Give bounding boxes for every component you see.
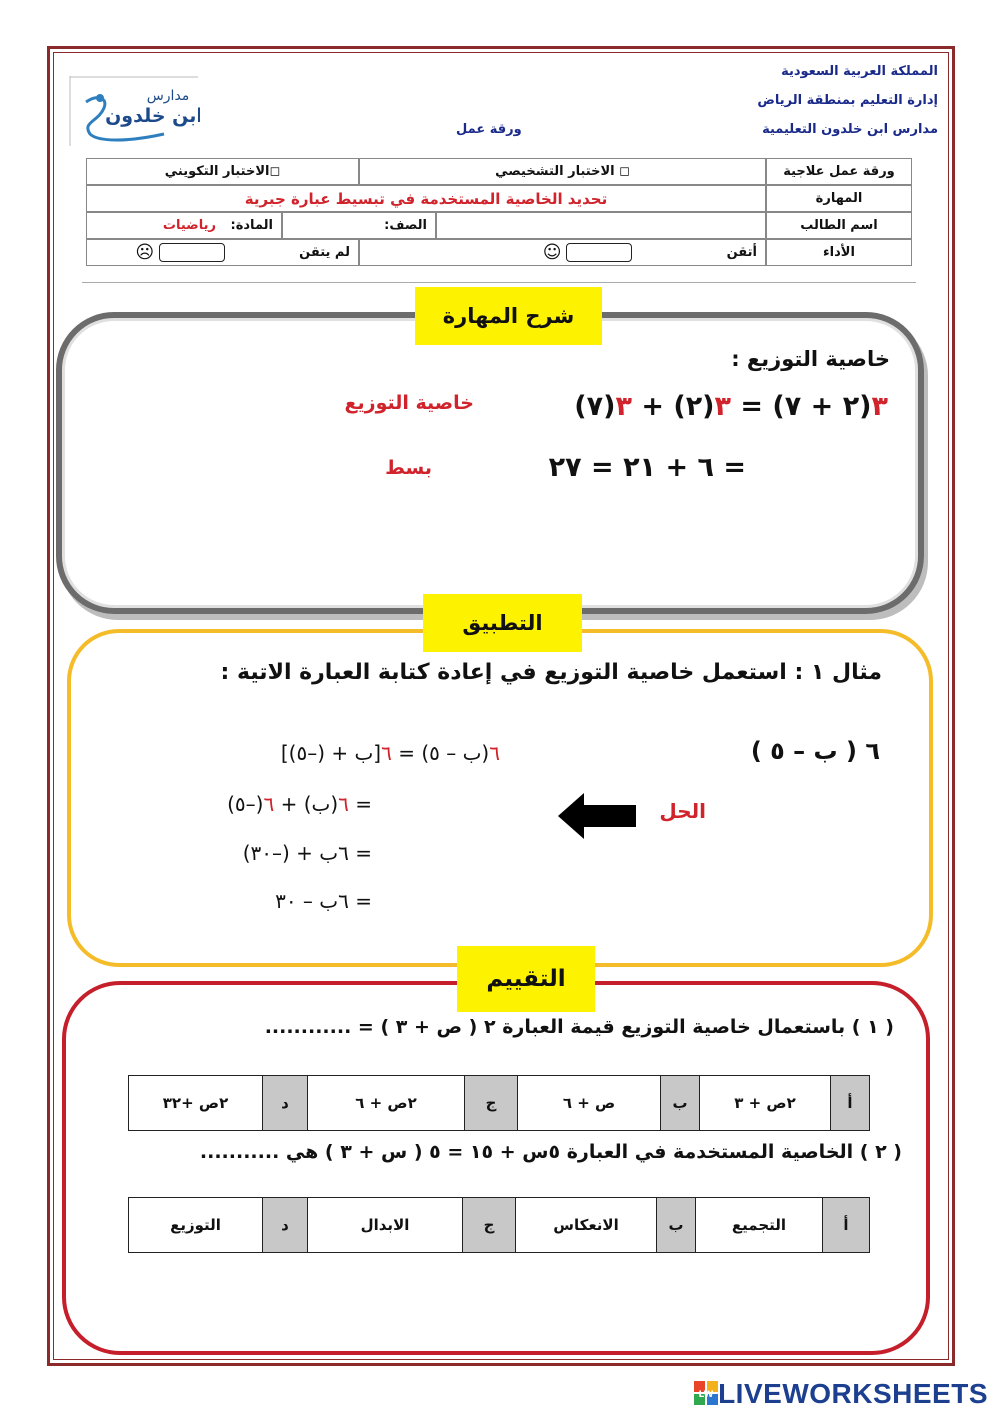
eq1-part-f: (٧) bbox=[574, 391, 616, 422]
worksheet-label: ورقة عمل bbox=[456, 122, 522, 137]
mastered-label: أتقن bbox=[726, 245, 757, 260]
q2-option-b[interactable]: الانعكاس bbox=[516, 1198, 657, 1253]
distributive-heading: خاصية التوزيع : bbox=[731, 347, 890, 371]
mastered-input[interactable] bbox=[566, 243, 632, 262]
q1-option-b-letter: ب bbox=[661, 1076, 700, 1131]
line2-part-c: (ب) + bbox=[274, 792, 339, 816]
not-mastered-label: لم يتقن bbox=[299, 245, 350, 260]
mastered-cell bbox=[359, 239, 766, 266]
header-divider bbox=[82, 282, 916, 283]
line1-part-b: (ب – ٥) = bbox=[391, 741, 490, 765]
line2-equals: = bbox=[348, 792, 372, 816]
solution-line-1 bbox=[281, 741, 500, 765]
question-1: ( ١ ) باستعمال خاصية التوزيع قيمة العبارة ٢ ( ص + ٣ ) = ............ bbox=[264, 1016, 894, 1038]
q1-option-c-letter: ج bbox=[465, 1076, 518, 1131]
q1-option-d-letter: د bbox=[263, 1076, 308, 1131]
row1-label: ورقة عمل علاجية bbox=[766, 158, 912, 185]
line2-factor-2: ٦ bbox=[263, 792, 275, 816]
liveworksheets-logo-icon bbox=[694, 1381, 718, 1405]
q1-option-a-letter: أ bbox=[831, 1076, 870, 1131]
subject-label: المادة: bbox=[230, 218, 273, 233]
q2-option-b-letter: ب bbox=[657, 1198, 696, 1253]
not-mastered-input[interactable] bbox=[159, 243, 225, 262]
department-text: إدارة التعليم بمنطقة الرياض bbox=[757, 93, 938, 108]
eq1-part-d: (٢) + bbox=[631, 391, 715, 422]
logo-line1: مدارس bbox=[146, 88, 190, 104]
line2-factor: ٦ bbox=[338, 792, 349, 816]
skill-label: المهارة bbox=[766, 185, 912, 212]
q1-options-table bbox=[128, 1075, 870, 1131]
grade-field[interactable] bbox=[282, 212, 436, 239]
performance-label: الأداء bbox=[766, 239, 912, 266]
q1-option-c[interactable]: ٢ص + ٦ bbox=[308, 1076, 465, 1131]
line1-part-d: [ب + (–٥)] bbox=[280, 741, 382, 765]
brand-logo-text: LW bbox=[698, 1390, 714, 1400]
kingdom-text: المملكة العربية السعودية bbox=[781, 64, 938, 79]
q2-option-c[interactable]: الابدال bbox=[308, 1198, 463, 1253]
solution-line-4: = ٦ب – ٣٠ bbox=[275, 889, 372, 913]
liveworksheets-brand[interactable]: LIVEWORKSHEETS bbox=[718, 1378, 988, 1409]
left-arrow-icon bbox=[558, 793, 636, 839]
solution-label: الحل bbox=[659, 799, 706, 823]
student-name-label: اسم الطالب bbox=[766, 212, 912, 239]
student-name-field[interactable] bbox=[436, 212, 766, 239]
q2-option-d-letter: د bbox=[263, 1198, 308, 1253]
question-2: ( ٢ ) الخاصية المستخدمة في العبارة ٥س + ١٥ = ٥ ( س + ٣ ) هي ........... bbox=[199, 1141, 902, 1163]
skill-value: تحديد الخاصية المستخدمة في تبسيط عبارة جبرية bbox=[86, 185, 766, 212]
line1-factor-2: ٦ bbox=[381, 741, 392, 765]
q1-option-a[interactable]: ٢ص + ٣ bbox=[700, 1076, 831, 1131]
q2-option-a[interactable]: التجميع bbox=[696, 1198, 823, 1253]
diagnostic-test-option[interactable]: ◻ الاختبار التشخيصي bbox=[359, 158, 766, 185]
q1-option-d[interactable]: ٢ص +٣٢ bbox=[129, 1076, 263, 1131]
eq1-factor-3: ٣ bbox=[615, 391, 632, 422]
line1-factor: ٦ bbox=[489, 741, 500, 765]
example-expression: ٦ ( ب – ٥ ) bbox=[750, 737, 880, 765]
explanation-title: شرح المهارة bbox=[415, 287, 602, 345]
frowny-icon: ☹ bbox=[135, 242, 155, 263]
evaluation-title: التقييم bbox=[457, 946, 595, 1012]
q2-option-a-letter: أ bbox=[823, 1198, 870, 1253]
eq1-factor-1: ٣ bbox=[871, 391, 888, 422]
not-mastered-cell bbox=[86, 239, 359, 266]
distributive-label: خاصية التوزيع bbox=[344, 392, 474, 414]
schools-text: مدارس ابن خلدون التعليمية bbox=[762, 122, 938, 137]
school-logo bbox=[68, 76, 200, 146]
example-text: مثال ١ : استعمل خاصية التوزيع في إعادة كتابة العبارة الاتية : bbox=[220, 660, 882, 685]
grade-label: الصف: bbox=[384, 218, 427, 233]
subject-value: رياضيات bbox=[162, 218, 216, 233]
q2-options-table bbox=[128, 1197, 870, 1253]
q2-option-d[interactable]: التوزيع bbox=[129, 1198, 263, 1253]
smiley-icon: ☺ bbox=[542, 242, 562, 263]
formative-test-option[interactable]: ◻الاختبار التكويني bbox=[86, 158, 359, 185]
logo-line2: ابن خلدون bbox=[105, 105, 200, 127]
equation-1 bbox=[574, 391, 888, 422]
application-title: التطبيق bbox=[423, 594, 582, 652]
simplify-label: بسط bbox=[385, 457, 432, 479]
info-table bbox=[86, 158, 912, 266]
eq1-factor-2: ٣ bbox=[714, 391, 731, 422]
solution-line-2 bbox=[227, 792, 372, 816]
q2-option-c-letter: ج bbox=[463, 1198, 516, 1253]
line2-part-e: (–٥) bbox=[227, 792, 264, 816]
subject-cell bbox=[86, 212, 282, 239]
eq1-part-b: (٢ + ٧) = bbox=[731, 391, 872, 422]
equation-2: = ٦ + ٢١ = ٢٧ bbox=[548, 452, 746, 483]
q1-option-b[interactable]: ص + ٦ bbox=[518, 1076, 661, 1131]
solution-line-3: = ٦ب + (–٣٠) bbox=[242, 841, 372, 865]
